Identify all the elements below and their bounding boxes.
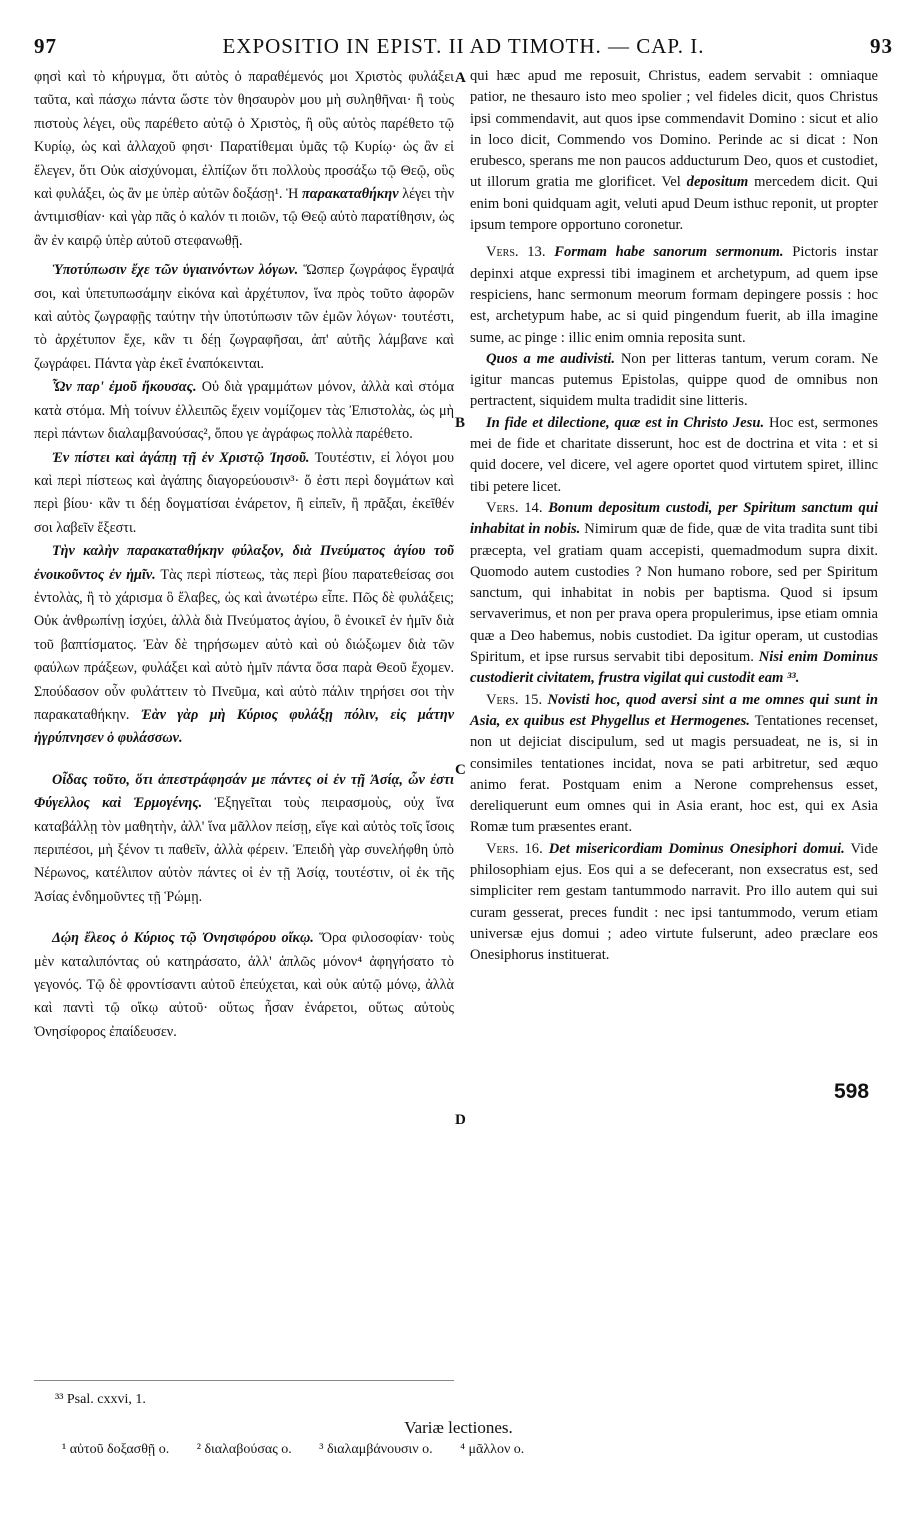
greek-paragraph: Ἐν πίστει καὶ ἀγάπῃ τῇ ἐν Χριστῷ Ἰησοῦ. Τουτέστιν, εἰ λόγοι μου καὶ περὶ πίστεως καὶ ἀγάπης διαγορεύουσιν³· ὅ ἐστι περὶ δογμάτων καὶ περὶ βίου· κἂν τι δέῃ δογματίσαι ἐνάρετον, ἢ εἰπεῖν, ἢ πρᾶξαι, ἐκεῖθέν σοι λαβεῖν ἔξεστι. bbox=[34, 449, 454, 536]
latin-paragraph: Vers. 15. Novisti hoc, quod aversi sint a me omnes qui sunt in Asia, ex quibus est Phygellus et Hermogenes. Tentationes recenset, non ut dejiciat discipulum, sed ut magis persuadeat, ne is, si in consimiles tentationes incidat, nova se pati arbitretur, sed æquo animo ferat. Postquam enim a Nerone comprehensus esset, dereliquerunt eum omnes qui in Asia erant, hoc est, qui ex Asia Romæ tum præsentes erant. bbox=[470, 691, 878, 836]
footnote-rule bbox=[34, 1380, 454, 1381]
greek-paragraph: Ὧν παρ' ἐμοῦ ἤκουσας. Οὐ διὰ γραμμάτων μόνον, ἀλλὰ καὶ στόμα κατὰ στόμα. Μὴ τοίνυν ἐλλειπῶς ἔχειν νομίζομεν τὰς Ἐπιστολὰς, ὡς μὴ περὶ πάντων διαλαμβανούσας², ὅπου γε ἀγράφως πολλὰ παρέθετο. bbox=[34, 379, 454, 443]
running-title: EXPOSITIO IN EPIST. II AD TIMOTH. — CAP. I. bbox=[222, 34, 705, 58]
variant-reading: ¹ αὐτοῦ δοξασθῇ o. bbox=[62, 1442, 170, 1457]
variant-reading: ² διαλαβούσας o. bbox=[196, 1442, 292, 1457]
latin-paragraph: Vers. 14. Bonum depositum custodi, per Spiritum sanctum qui inhabitat in nobis. Nimirum quæ de fide, quæ de vita tradita sunt tibi præcepta, vel gratiam quam accepisti, quemadmodum supra dixit. Quomodo autem custodies ? Non humano robore, sed per Spiritum sanctum, qui inhabitat in nobis per baptisma. Quod si ipsum servaverimus, et non per prava opera propulerimus, ipse etiam omnia quæ a Deo habemus, nobis custodiet. Da igitur operam, ut custodias Spiritum, et ipse rursus servabit tibi depositum. Nisi enim Dominus custodierit civitatem, frustra vigilat qui custodit eam ³³. bbox=[470, 499, 878, 687]
greek-paragraph: Δῴη ἔλεος ὁ Κύριος τῷ Ὀνησιφόρου οἴκῳ. Ὅρα φιλοσοφίαν· τοὺς μὲν καταλιπόντας οὐ κατηράσατο, ἀλλ' ἁπλῶς μόνον⁴ ἀφηγήσατο τὸ γεγονός. Τῷ δὲ φροντίσαντι αὐτοῦ ἐπεύχεται, καὶ οὐκ αὐτῷ μόνῳ, ἀλλὰ καὶ παντὶ τῷ οἴκῳ αὐτοῦ· οὕτως ἦσαν ἐνάρετοι, οὕτως αὐτοὺς Ὀνησίφορος ἐπαίδευσεν. bbox=[34, 930, 455, 1040]
latin-paragraph: Quos a me audivisti. Non per litteras tantum, verum coram. Ne igitur mancas putemus Epistolas, quippe quod de omnibus non pertractent, siquidem multa tradidit sine litteris. bbox=[470, 350, 878, 410]
latin-paragraph: Vers. 13. Formam habe sanorum sermonum. Pictoris instar depinxi atque expressi tibi imaginem et archetypum, ad quem ipse respiciens, hanc sermonum meorum formam depingere possis : hoc est, archetypum habe, ac si quid pingendum fuerit, ab illa imagine sume, ac pinge : illic enim omnia reposita sunt. bbox=[470, 244, 878, 346]
greek-paragraph: Τὴν καλὴν παρακαταθήκην φύλαξον, διὰ Πνεύματος ἁγίου τοῦ ἐνοικοῦντος ἐν ἡμῖν. Τὰς περὶ πίστεως, τὰς περὶ βίου παρατεθείσας σοι ἐντολὰς, ἢ τὸ χάρισμα ὃ ἔλαβες, ὡς καὶ ἀνωτέρω εἶπε. Πῶς δὲ φυλάξεις; Οὐκ ἀνθρωπίνῃ ἰσχύει, ἀλλὰ διὰ Πνεύματος ἁγίου, ὃ ἐνοικεῖ ἐν ἡμῖν διὰ τοῦ βαπτίσματος. Ἐὰν δὲ τηρήσωμεν αὐτὸ καὶ οὐ διώξωμεν διὰ τῶν φαύλων πράξεων, φυλάξει καὶ αὐτὸ ἡμῖν πάντα ὅσα παρὰ Θεοῦ ἔχομεν. Σπούδασον οὖν φυλάττειν τὸ Πνεῦμα, καὶ αὐτὸ πάλιν τηρήσει σοι τὴν παρακαταθήκην. Ἐὰν γὰρ μὴ Κύριος φυλάξῃ πόλιν, εἰς μάτην ἠγρύπνησεν ὁ φυλάσσων. bbox=[34, 543, 454, 747]
variant-reading: ⁴ μᾶλλον o. bbox=[460, 1442, 525, 1457]
margin-letter-a: A bbox=[455, 70, 466, 86]
variant-reading: ³ διαλαμβάνουσιν o. bbox=[319, 1442, 433, 1457]
latin-column bbox=[470, 66, 878, 966]
greek-paragraph: Ὑποτύπωσιν ἔχε τῶν ὑγιαινόντων λόγων. Ὥσπερ ζωγράφος ἔγραψά σοι, καὶ ὑπετυπωσάμην εἰκόνα καὶ ἀρχέτυπον, ἵνα πρὸς τοῦτο ἀφορῶν καὶ αὐτὸς ζωγραφῇς ταύτην τὴν ὑποτύπωσιν τῶν ἐμῶν λόγων· τουτέστι, τὸ ἀρχέτυπον ἔχε, κἂν τι δέῃ ζωγραφῆσαι, ἀπ' αὐτῆς λάμβανε καὶ ζωγράφει. Πάντα γὰρ ἐκεῖ ἐναπόκεινται. bbox=[34, 262, 455, 372]
column-number: 598 bbox=[834, 1080, 870, 1103]
latin-paragraph: In fide et dilectione, quæ est in Christo Jesu. Hoc est, sermones mei de fide et charitate disserunt, hoc est de doctrina et vita : et si quid docere, vel dicere, vel agere oportet quod virtutem spiret, illinc tibi petere licet. bbox=[470, 414, 879, 495]
greek-column bbox=[34, 66, 454, 1044]
page-number-left: 97 bbox=[34, 34, 57, 58]
greek-paragraph: Οἶδας τοῦτο, ὅτι ἀπεστράφησάν με πάντες οἱ ἐν τῇ Ἀσίᾳ, ὧν ἐστι Φύγελλος καὶ Ἑρμογένης. Ἐξηγεῖται τοὺς πειρασμοὺς, οὐχ ἵνα καταβάλλῃ τὸν μαθητὴν, ἀλλ' ἵνα μᾶλλον πείσῃ, εἴγε καὶ αὐτὸς τοῖς ἴσοις περιπέσοι, μὴ ξένον τι παθεῖν, ἀλλὰ φέρειν. Ἐπειδὴ γὰρ συνελήφθη ὑπὸ Νέρωνος, κατέλιπον αὐτὸν πάντες οἱ ἐν τῇ Ἀσίᾳ, τουτέστιν, οἱ ἐκ τῆς Ἀσίας ἐνδημοῦντες τῇ Ῥώμῃ. bbox=[34, 771, 454, 905]
page-header bbox=[34, 34, 893, 64]
variae-lectiones-list bbox=[62, 1442, 877, 1458]
footnote: ³³ Psal. cxxvi, 1. bbox=[55, 1392, 146, 1407]
margin-letter-b: B bbox=[455, 415, 466, 431]
margin-letter-c: C bbox=[455, 762, 466, 778]
margin-letter-d: D bbox=[455, 1112, 466, 1128]
greek-paragraph: φησὶ καὶ τὸ κήρυγμα, ὅτι αὐτὸς ὁ παραθέμενός μοι Χριστὸς φυλάξει ταῦτα, καὶ πάσχω πάντα ὥστε τὸν θησαυρὸν μου μὴ συληθῆναι· ἢ τοὺς πιστοὺς λέγει, οὓς παρέθετο αὐτῷ ὁ Χριστὸς, ἢ οὓς αὐτὸς παρέθετο τῷ Κυρίῳ, ὡς καὶ ἀλλαχοῦ φησι· Παρατίθεμαι ὑμᾶς τῷ Κυρίῳ· ὡς ἂν εἰ ἔλεγεν, ὅτι Οὐκ αἰσχύνομαι, ἐλπίζων ὅτι πολλοὺς προσάξω τῷ Θεῷ, οὓς καὶ φυλάξει, ὡς ἂν με ὑπὲρ αὐτῶν δοξάσῃ¹. Ἡ παρακαταθήκην λέγει τὴν ἀντιμισθίαν· καὶ γὰρ πᾶς ὁ καλόν τι ποιῶν, τῷ Θεῷ αὐτὸ παρατίθησιν, ὡς ἂν ἐν καιρῷ ὑπὲρ αὐτοῦ στεφανωθῇ. bbox=[34, 69, 455, 249]
latin-paragraph: Vers. 16. Det misericordiam Dominus Onesiphori domui. Vide philosophiam ejus. Eos qui a se defecerant, non exsecratus est, sed simpliciter rem gestam tantummodo narravit. Pro illo autem qui sui curam gesserat, preces fundit : nec ipsi tantummodo, verum etiam universæ ejus domui ; adeo virtute fulserunt, adeo præclare eos Onesiphorus instituerat. bbox=[470, 840, 879, 964]
variae-lectiones-heading: Variæ lectiones. bbox=[404, 1418, 513, 1437]
page-number-right: 93 bbox=[870, 34, 893, 58]
latin-paragraph: qui hæc apud me reposuit, Christus, eadem servabit : omniaque patior, ne thesauro isto meo spolier ; vel fideles dicit, quos Christus ipsi commendavit, aut quos ipse commendavit Domino : sicut et alio in loco dicit, Commendo vos Domino. Perinde ac si dicat : Non erubesco, sperans me non paucos adducturum Deo, quos et custodiet, ut illorum gratia me glorificet. Vel depositum mercedem dicit. Qui enim boni quidquam agit, veluti apud Deum isthuc reponit, ut propter ipsum tempore opportuno coronetur. bbox=[470, 68, 879, 234]
